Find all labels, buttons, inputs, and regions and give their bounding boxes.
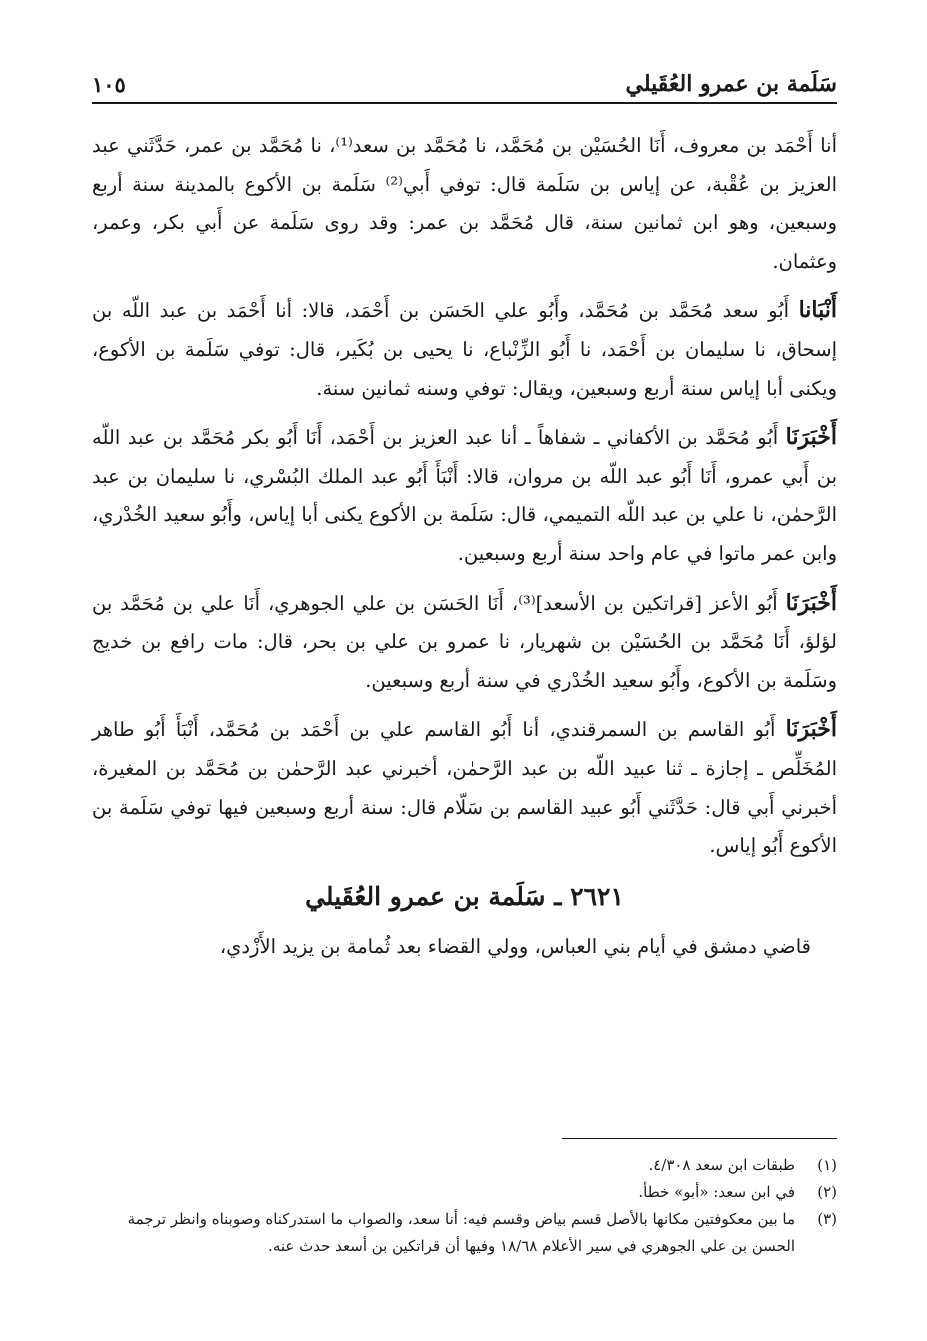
- footnote: [92, 1179, 837, 1206]
- paragraph-lead: أَخْبَرَنَا: [785, 589, 837, 616]
- paragraph-text: أَبُو مُحَمَّد بن الأكفاني ـ شفاهاً ـ أنا عبد العزيز بن أَحْمَد، أَنَا أَبُو بكر مُحَمَّد بن عبد اللّه بن أَبي عمرو، أَنَا أَبُو عبد اللّه بن مروان، قالا: أَنْبَأَ أَبُو عبد الملك البُسْري، نا سليمان بن عبد الرَّحمٰن، نا علي بن عبد اللّه التميمي، قال: سَلَمة بن الأكوع يكنى أبا إياس، وأَبُو سعيد الخُدْري، وابن عمر ماتوا في عام واحد سنة أربع وسبعين.: [92, 426, 837, 565]
- paragraph-lead: أَخْبَرَنَا: [785, 424, 837, 451]
- running-title: سَلَمة بن عمرو العُقَيلي: [625, 71, 837, 97]
- footnote-text: طبقات ابن سعد ٤/٣٠٨.: [648, 1156, 795, 1174]
- paragraph: [92, 127, 837, 281]
- paragraph-text: أَبُو سعد مُحَمَّد بن مُحَمَّد، وأَبُو علي الحَسَن بن أَحْمَد، قالا: أنا أَحْمَد بن عبد اللّه بن إسحاق، نا سليمان بن أَحْمَد، نا أَبُو الزِّنْباع، نا يحيى بن بُكَير، قال: توفي سَلَمة بن الأكوع، ويكنى أبا إياس سنة أربع وسبعين، ويقال: توفي وسنه ثمانين سنة.: [92, 299, 837, 400]
- footnotes: [92, 1152, 837, 1260]
- paragraph-lead: أَخْبَرَنَا: [785, 716, 837, 743]
- footnote: [92, 1206, 837, 1260]
- footnote-text: في ابن سعد: «أبو» خطأ.: [638, 1183, 795, 1201]
- footnote-divider: [562, 1138, 837, 1139]
- main-text: [92, 127, 837, 976]
- paragraph: [92, 418, 837, 573]
- section-first-line: قاضي دمشق في أيام بني العباس، وولي القضاء بعد ثُمامة بن يزيد الأَزْدي،: [219, 934, 811, 958]
- footnote-number: (٢): [817, 1183, 837, 1201]
- paragraph-text: أَبُو القاسم بن السمرقندي، أنا أَبُو القاسم علي بن أَحْمَد بن مُحَمَّد، أَنْبَأَ أَبُو طاهر المُخَلِّص ـ إجازة ـ ثنا عبيد اللّه بن عبد الرَّحمٰن، أخبرني عبد الرَّحمٰن بن مُحَمَّد بن المغيرة، أخبرني أَبي قال: حَدَّثَني أَبُو عبيد القاسم بن سَلّام قال: سنة أربع وسبعين فيها توفي سَلَمة بن الأكوع أَبُو إياس.: [92, 718, 837, 858]
- footnote-text: ما بين معكوفتين مكانها بالأصل قسم بياض وقسم فيه: أنا سعد، والصواب ما استدركناه وصوبناه وانظر ترجمة الحسن بن علي الجوهري في سير الأعلام ١٨/٦٨ وفيها أن قراتكين بن أسعد حدث عنه.: [127, 1210, 795, 1255]
- section-title: ٢٦٢١ ـ سَلَمة بن عمرو العُقَيلي: [305, 881, 624, 911]
- paragraph-lead: أَنْبَانا: [798, 297, 837, 324]
- footnote-number: (٣): [817, 1210, 837, 1228]
- paragraph: [92, 584, 837, 701]
- page-number: ١٠٥: [92, 72, 126, 97]
- paragraph-text: أَبُو الأعز [قراتكين بن الأسعد]⁽³⁾، أَنَا الحَسَن بن علي الجوهري، أَنَا علي بن مُحَمَّد بن لؤلؤ، أَنَا مُحَمَّد بن الحُسَيْن بن شهريار، نا عمرو بن علي بن بحر، قال: مات رافع بن خديج وسَلَمة بن الأكوع، وأَبُو سعيد الخُدْري في سنة أربع وسبعين.: [92, 591, 837, 692]
- footnote: [92, 1152, 837, 1179]
- paragraph: [92, 710, 837, 865]
- page-header: [92, 60, 837, 104]
- paragraph-text: أنا أَحْمَد بن معروف، أَنَا الحُسَيْن بن مُحَمَّد، نا مُحَمَّد بن سعد⁽¹⁾، نا مُحَمَّد بن عمر، حَدَّثَني عبد العزيز بن عُقْبة، عن إياس بن سَلَمة قال: توفي أَبي⁽²⁾ سَلَمة بن الأكوع بالمدينة سنة أربع وسبعين، وهو ابن ثمانين سنة، قال مُحَمَّد بن عمر: وقد روى سَلَمة عن أَبي بكر، وعمر، وعثمان.: [92, 134, 837, 273]
- footnote-number: (١): [817, 1156, 837, 1174]
- paragraph: [92, 291, 837, 408]
